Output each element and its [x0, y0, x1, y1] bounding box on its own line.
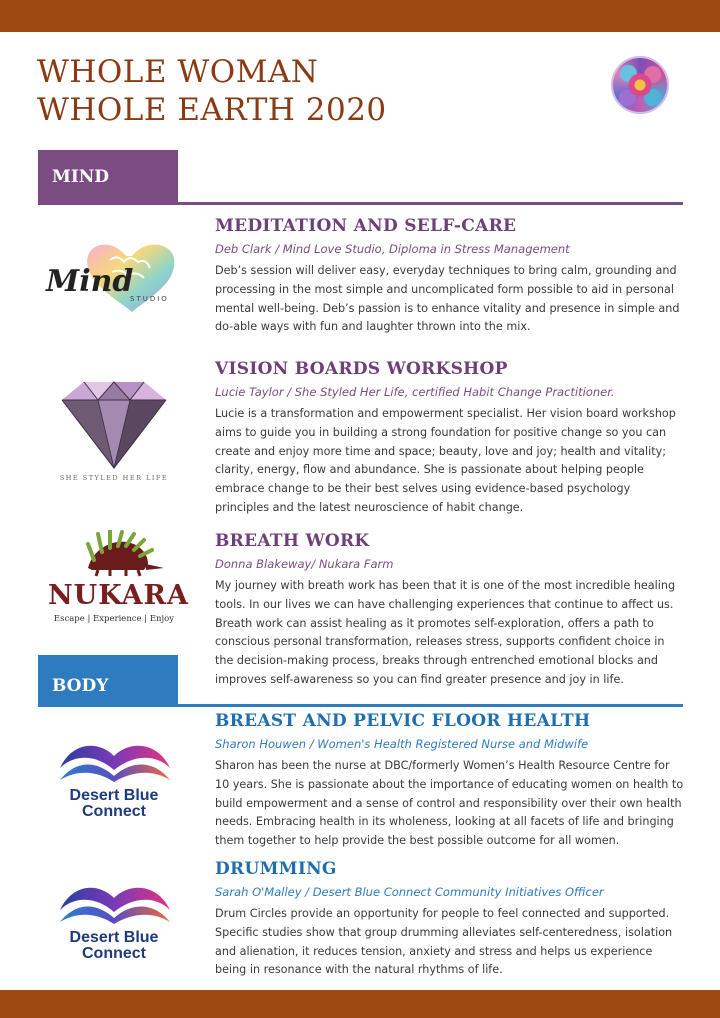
dbc-line-1: Desert Blue [69, 787, 159, 804]
session-description: Drum Circles provide an opportunity for people to feel connected and supported. Specific studies show that group drumming alleviates self-centeredness, isolation and alienation, it reduces tension, anxiety and stress and helps us experience being in resonance with the natural rhythms of life. [215, 907, 673, 977]
she-styled-her-life-logo [48, 378, 180, 486]
section-tab-mind: MIND [38, 150, 178, 205]
title-line-2: WHOLE EARTH 2020 [37, 92, 387, 128]
session-drumming [215, 858, 685, 980]
session-description: Lucie is a transformation and empowerment specialist. Her vision board workshop aims to guide you in building a strong foundation for positive change so you can create and enjoy more time and space; beauty, love and joy; health and vitality; clarity, energy, flow and abundance. She is passionate about helping people embrace change to be their best selves using evidence-based psychology principles and the latest neuroscience of habit change. [215, 407, 676, 514]
session-presenter: Deb Clark / Mind Love Studio, Diploma in Stress Management [215, 242, 570, 256]
session-title: MEDITATION AND SELF-CARE [215, 216, 517, 236]
dbc-swoosh-icon [52, 738, 176, 784]
dbc-line-1: Desert Blue [69, 929, 159, 946]
section-rule-mind [178, 202, 683, 205]
nukara-logo [48, 530, 189, 626]
desert-blue-connect-logo [52, 880, 176, 964]
session-title: VISION BOARDS WORKSHOP [215, 359, 508, 379]
dbc-swoosh-icon [52, 880, 176, 926]
desert-blue-connect-logo [52, 738, 176, 822]
nukara-tagline: Escape | Experience | Enjoy [53, 614, 175, 624]
mind-studio-logo [40, 238, 188, 318]
session-breath-work [215, 530, 685, 690]
session-presenter: Sharon Houwen / Women's Health Registered Nurse and Midwife [215, 737, 589, 751]
session-breast-pelvic-health [215, 710, 685, 851]
echidna-icon [48, 530, 180, 580]
diamond-icon [48, 378, 180, 470]
session-presenter: Lucie Taylor / She Styled Her Life, certified Habit Change Practitioner. [215, 385, 615, 399]
mandala-logo-icon [611, 56, 669, 114]
mind-word: Mind [46, 264, 134, 299]
dbc-line-2: Connect [82, 945, 146, 962]
nukara-word: NUKARA [48, 580, 189, 611]
section-tab-body: BODY [38, 655, 178, 707]
session-title: BREAST AND PELVIC FLOOR HEALTH [215, 711, 591, 731]
bottom-band [0, 990, 720, 1018]
page-title [37, 53, 387, 129]
top-band [0, 0, 720, 32]
session-vision-boards [215, 358, 685, 518]
dbc-line-2: Connect [82, 803, 146, 820]
she-styled-caption: SHE STYLED HER LIFE [59, 474, 169, 482]
session-description: My journey with breath work has been that it is one of the most incredible healing tools. In our lives we can have challenging experiences that continue to affect us. Breath work can assist healing as it promotes self-exploration, offers a path to conscious personal transformation, releases stress, supports confident choice in the decision-making process, breaks through entrenched emotional blocks and improves self-awareness so you can find greater presence and joy in life. [215, 579, 676, 686]
dbc-name [52, 788, 176, 820]
session-title: BREATH WORK [215, 531, 370, 551]
session-description: Sharon has been the nurse at DBC/formerly Women’s Health Resource Centre for 10 years. She is passionate about the importance of educating women on health to build empowerment and a sense of control and responsibility over their own health needs. Embracing health in its wholeness, looking at all facets of life and bringing them together to help provide the best possible outcome for all women. [215, 759, 684, 848]
dbc-name [52, 930, 176, 962]
studio-word: STUDIO [130, 295, 169, 303]
title-line-1: WHOLE WOMAN [37, 54, 319, 90]
session-description: Deb’s session will deliver easy, everyday techniques to bring calm, grounding and processing in the most simple and uncomplicated form possible to aid in personal mental well-being. Deb’s passion is to enhance vitality and presence in simple and do-able ways with fun and laughter thrown into the mix. [215, 264, 680, 334]
section-rule-body [178, 704, 683, 707]
session-presenter: Sarah O'Malley / Desert Blue Connect Community Initiatives Officer [215, 885, 604, 899]
session-meditation [215, 215, 685, 337]
session-title: DRUMMING [215, 859, 337, 879]
session-presenter: Donna Blakeway/ Nukara Farm [215, 557, 394, 571]
